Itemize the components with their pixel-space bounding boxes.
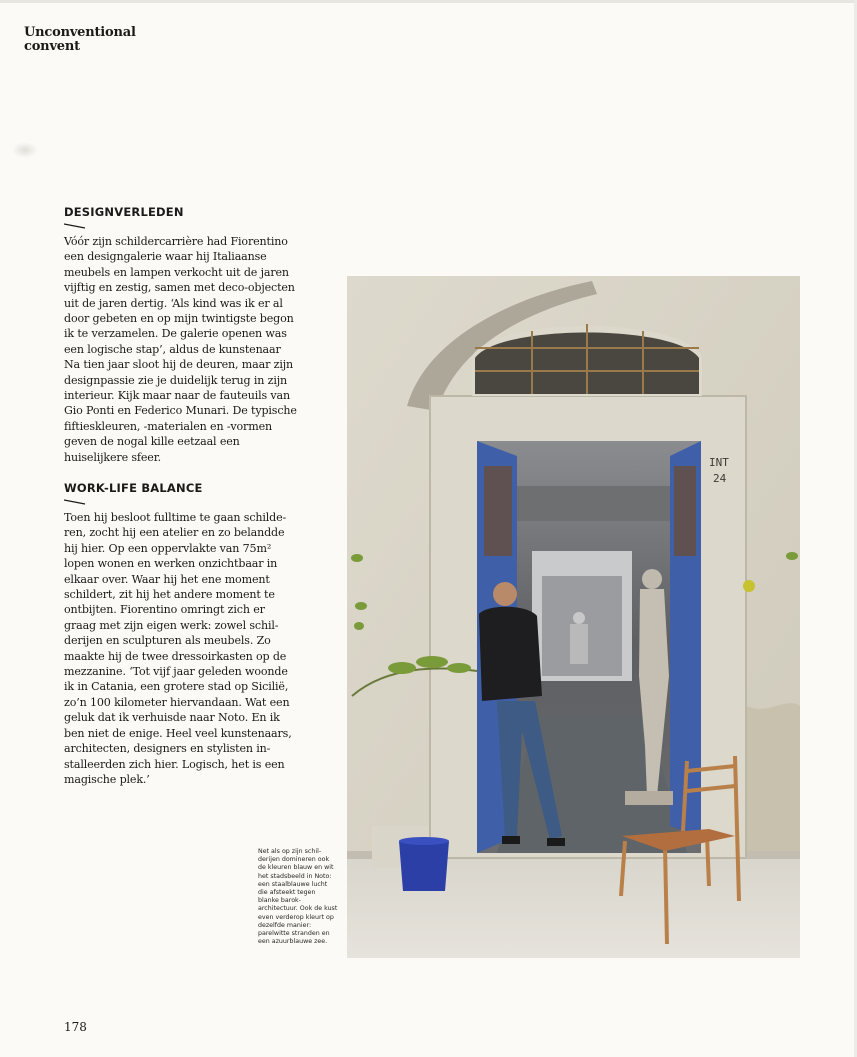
doorway-illustration bbox=[347, 276, 800, 958]
running-head-line-2: convent bbox=[24, 39, 80, 54]
running-head-line-1: Unconventional bbox=[24, 25, 136, 40]
print-smudge bbox=[12, 142, 38, 158]
section-work-life-balance bbox=[64, 481, 298, 787]
heading-rule-icon bbox=[64, 498, 86, 506]
page-number: 178 bbox=[64, 1020, 87, 1034]
section-heading: DESIGNVERLEDEN bbox=[64, 205, 184, 219]
photo-doorway bbox=[347, 276, 800, 958]
page-edge bbox=[0, 0, 857, 3]
section-body: Vóór zijn schildercarrière had Fiorentino een designgalerie waar hij Italiaanse meubels en lampen verkocht uit de jaren vijftig en zestig, samen met deco-objecten uit de jaren dertig. ‘Als kind was ik er al door gebeten en op mijn twintigste begon ik te verzamelen. De galerie openen was een logische stap’, aldus de kunstenaar Na tien jaar sloot hij de deuren, maar zijn designpassie zie je duidelijk terug in zijn interieur. Kijk maar naar de fauteuils van Gio Ponti en Federico Munari. De typische fiftieskleuren, -materialen en -vormen geven de nogal kille eetzaal een huiselijkere sfeer. bbox=[64, 235, 297, 464]
section-body: Toen hij besloot fulltime te gaan schilderen, zocht hij een atelier en zo belandde hij hier. Op een oppervlakte van 75m² lopen wonen en werken onzichtbaar in elkaar over. Waar hij het ene moment schildert, zit hij het andere moment te ontbijten. Fiorentino omringt zich er graag met zijn eigen werk: zowel schilderijen en sculpturen als meubels. Zo maakte hij de twee dressoirkasten op de mezzanine. ‘Tot vijf jaar geleden woonde ik in Catania, een grotere stad op Sicilië, zo’n 100 kilometer hiervandaan. Wat een geluk dat ik verhuisde naar Noto. En ik ben niet de enige. Heel veel kunstenaars, architecten, designers en stylisten installeerden zich hier. Logisch, het is een magische plek.’ bbox=[64, 511, 292, 786]
heading-rule-icon bbox=[64, 222, 86, 230]
running-head bbox=[24, 26, 136, 54]
door-sign-number: 24 bbox=[713, 472, 727, 485]
section-designverleden bbox=[64, 205, 298, 465]
photo-caption: Net als op zijn schilderijen domineren ook de kleuren blauw en wit het stadsbeeld in Noto: een staalblauwe lucht die afsteekt tegen blanke barokarchitectuur. Ook de kust even verderop kleurt op dezelfde manier: parelwitte stranden en een azuurblauwe zee. bbox=[258, 848, 338, 946]
door-sign-text: INT bbox=[709, 456, 729, 469]
section-heading: WORK-LIFE BALANCE bbox=[64, 481, 203, 495]
